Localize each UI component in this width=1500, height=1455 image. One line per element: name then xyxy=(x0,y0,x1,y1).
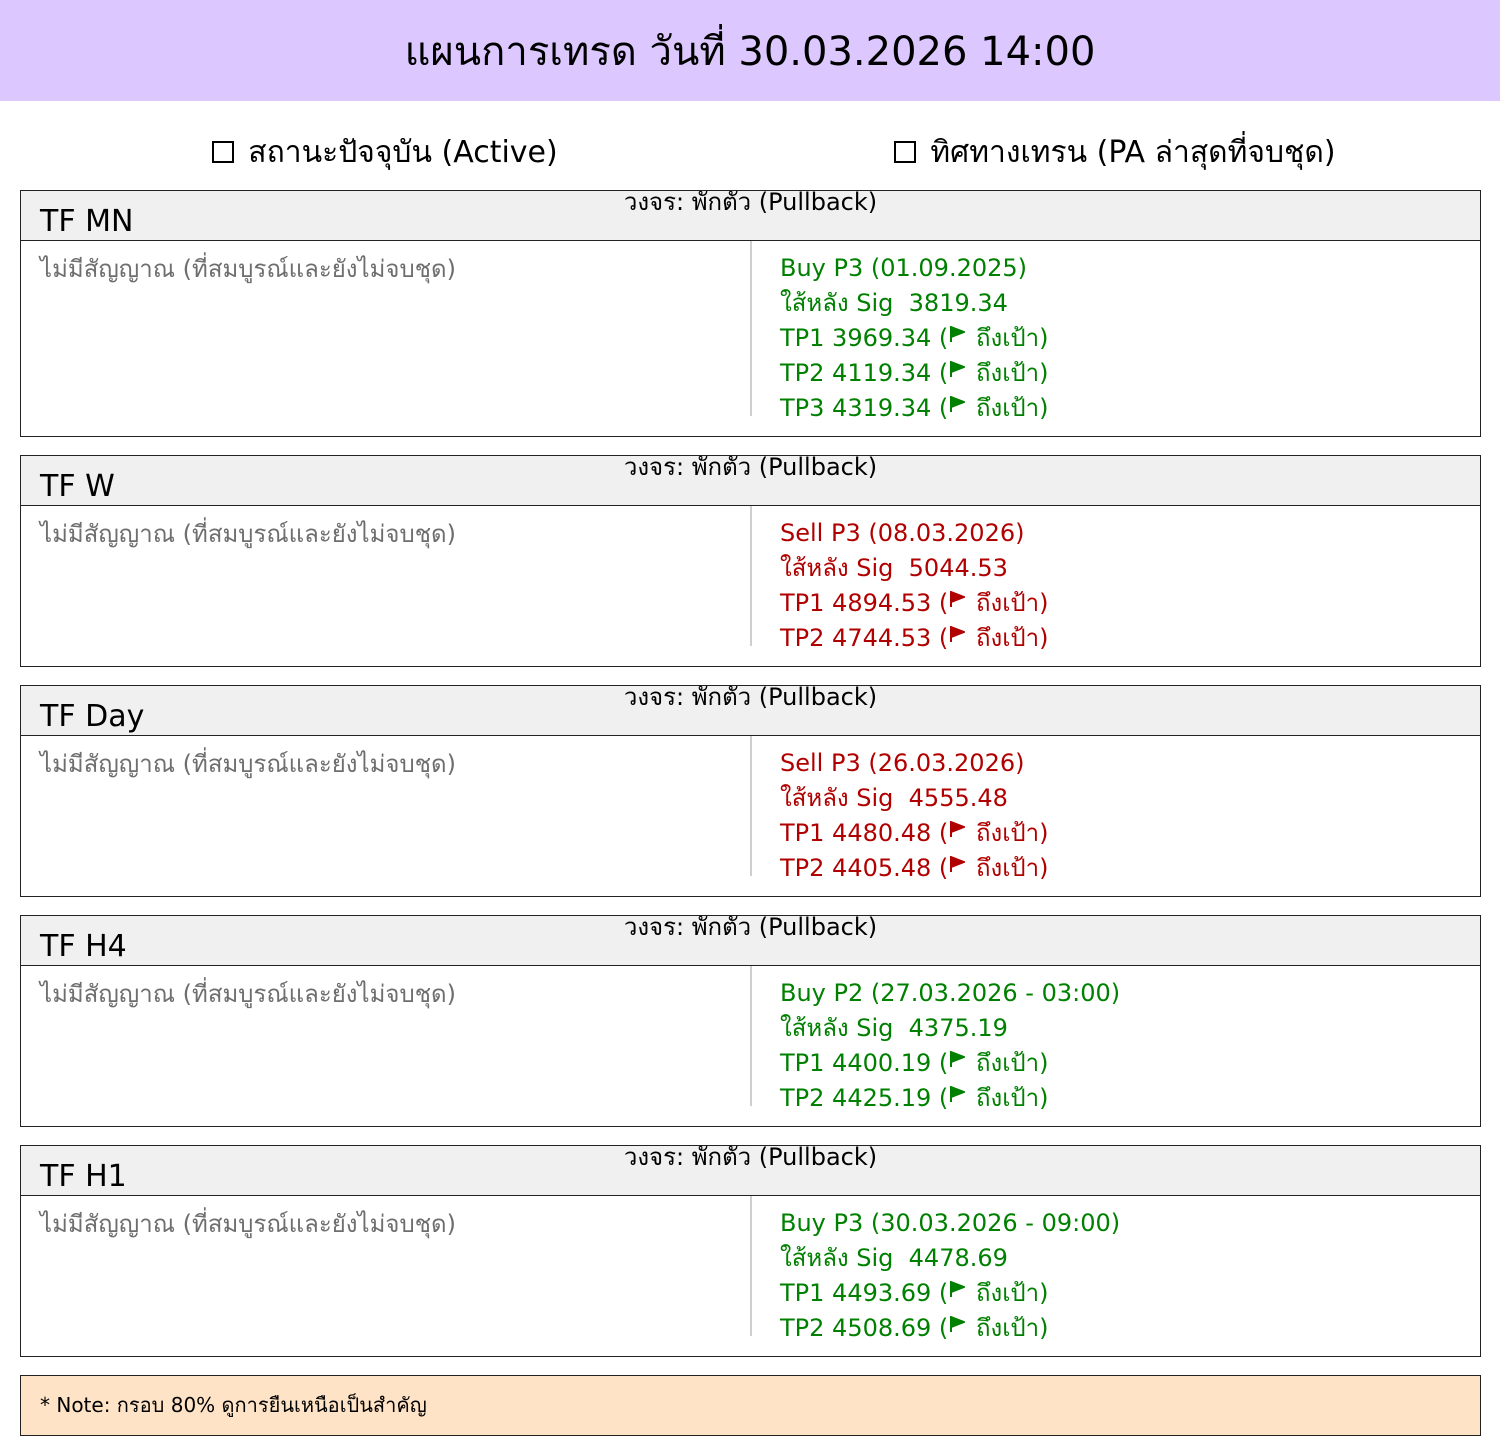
target-value: 4894.53 xyxy=(832,589,932,617)
target-value: 4405.48 xyxy=(832,854,932,882)
cycle-label: วงจร: พักตัว (Pullback) xyxy=(623,913,878,941)
column-divider xyxy=(750,966,752,1106)
target-line: TP1 4493.69 ( ถึงเป้า) xyxy=(780,1279,1049,1307)
active-signal-text: ไม่มีสัญญาณ (ที่สมบูรณ์และยังไม่จบชุด) xyxy=(40,520,456,548)
page-header xyxy=(0,0,1500,101)
sig-line xyxy=(780,551,1048,586)
timeframe-name: TF H4 xyxy=(40,929,127,964)
active-status-checkbox[interactable] xyxy=(212,141,234,163)
timeframe-block xyxy=(20,685,1481,897)
flag-icon xyxy=(949,1051,965,1068)
target-label: TP2 xyxy=(780,1084,825,1112)
sig-label: ใส้หลัง Sig xyxy=(780,1014,894,1042)
target-value: 4425.19 xyxy=(832,1084,932,1112)
column-divider xyxy=(750,1196,752,1336)
target-status: ถึงเป้า xyxy=(975,819,1040,847)
timeframe-body xyxy=(21,966,1480,1126)
timeframe-header xyxy=(21,683,1480,736)
target-label: TP2 xyxy=(780,854,825,882)
target-line: TP2 4405.48 ( ถึงเป้า) xyxy=(780,854,1049,882)
target-value: 4119.34 xyxy=(832,359,932,387)
timeframe-body xyxy=(21,1196,1480,1356)
flag-icon xyxy=(949,1281,965,1298)
target-status: ถึงเป้า xyxy=(975,1049,1040,1077)
target-status: ถึงเป้า xyxy=(975,1314,1040,1342)
target-status: ถึงเป้า xyxy=(975,359,1040,387)
target-status: ถึงเป้า xyxy=(975,324,1040,352)
timeframe-name: TF H1 xyxy=(40,1159,127,1194)
column-divider xyxy=(750,506,752,646)
timeframe-body xyxy=(21,241,1480,436)
target-status: ถึงเป้า xyxy=(975,589,1040,617)
flag-icon xyxy=(949,396,965,413)
signal-title: Sell P3 (08.03.2026) xyxy=(780,519,1025,547)
target-value: 4493.69 xyxy=(832,1279,932,1307)
flag-icon xyxy=(949,326,965,343)
target-line: TP1 4480.48 ( ถึงเป้า) xyxy=(780,819,1049,847)
signal-title: Buy P3 (01.09.2025) xyxy=(780,254,1028,282)
target-label: TP2 xyxy=(780,359,825,387)
target-value: 4480.48 xyxy=(832,819,932,847)
sig-line xyxy=(780,1011,1120,1046)
target-value: 3969.34 xyxy=(832,324,932,352)
page-title: แผนการเทรด วันที่ 30.03.2026 14:00 xyxy=(404,28,1096,75)
sig-value: 5044.53 xyxy=(908,554,1008,582)
cycle-label: วงจร: พักตัว (Pullback) xyxy=(623,1143,878,1171)
trend-direction-label: ทิศทางเทรน (PA ล่าสุดที่จบชุด) xyxy=(930,135,1336,170)
trend-signal xyxy=(780,251,1048,426)
target-status: ถึงเป้า xyxy=(975,854,1040,882)
active-signal-text: ไม่มีสัญญาณ (ที่สมบูรณ์และยังไม่จบชุด) xyxy=(40,750,456,778)
sig-value: 4555.48 xyxy=(908,784,1008,812)
target-line: TP2 4425.19 ( ถึงเป้า) xyxy=(780,1084,1049,1112)
target-label: TP3 xyxy=(780,394,825,422)
active-signal-text: ไม่มีสัญญาณ (ที่สมบูรณ์และยังไม่จบชุด) xyxy=(40,980,456,1008)
target-value: 4319.34 xyxy=(832,394,932,422)
target-value: 4400.19 xyxy=(832,1049,932,1077)
trend-signal xyxy=(780,976,1120,1116)
target-label: TP1 xyxy=(780,1279,825,1307)
cycle-label: วงจร: พักตัว (Pullback) xyxy=(623,683,878,711)
sig-label: ใส้หลัง Sig xyxy=(780,289,894,317)
note-text: * Note: กรอบ 80% ดูการยืนเหนือเป็นสำคัญ xyxy=(40,1393,427,1417)
sig-line xyxy=(780,781,1048,816)
timeframe-block xyxy=(20,1145,1481,1357)
timeframe-body xyxy=(21,736,1480,896)
flag-icon xyxy=(949,626,965,643)
signal-title: Sell P3 (26.03.2026) xyxy=(780,749,1025,777)
timeframe-header xyxy=(21,453,1480,506)
flag-icon xyxy=(949,591,965,608)
timeframe-header xyxy=(21,913,1480,966)
target-line: TP1 4400.19 ( ถึงเป้า) xyxy=(780,1049,1049,1077)
timeframe-header xyxy=(21,188,1480,241)
target-label: TP1 xyxy=(780,324,825,352)
target-value: 4508.69 xyxy=(832,1314,932,1342)
column-divider xyxy=(750,241,752,416)
target-status: ถึงเป้า xyxy=(975,624,1040,652)
trend-signal xyxy=(780,746,1048,886)
target-label: TP1 xyxy=(780,1049,825,1077)
target-line: TP1 4894.53 ( ถึงเป้า) xyxy=(780,589,1049,617)
flag-icon xyxy=(949,821,965,838)
target-label: TP1 xyxy=(780,819,825,847)
active-status-label: สถานะปัจจุบัน (Active) xyxy=(248,135,558,170)
target-line: TP2 4508.69 ( ถึงเป้า) xyxy=(780,1314,1049,1342)
flag-icon xyxy=(949,1316,965,1333)
sig-line xyxy=(780,1241,1120,1276)
cycle-label: วงจร: พักตัว (Pullback) xyxy=(623,453,878,481)
target-line: TP2 4119.34 ( ถึงเป้า) xyxy=(780,359,1049,387)
target-label: TP2 xyxy=(780,1314,825,1342)
target-label: TP2 xyxy=(780,624,825,652)
target-status: ถึงเป้า xyxy=(975,1279,1040,1307)
signal-title: Buy P3 (30.03.2026 - 09:00) xyxy=(780,1209,1121,1237)
target-line: TP2 4744.53 ( ถึงเป้า) xyxy=(780,624,1049,652)
signal-title: Buy P2 (27.03.2026 - 03:00) xyxy=(780,979,1121,1007)
timeframe-name: TF Day xyxy=(40,699,145,734)
timeframe-body xyxy=(21,506,1480,666)
timeframe-header xyxy=(21,1143,1480,1196)
flag-icon xyxy=(949,361,965,378)
active-signal-text: ไม่มีสัญญาณ (ที่สมบูรณ์และยังไม่จบชุด) xyxy=(40,255,456,283)
sig-line xyxy=(780,286,1048,321)
trend-signal xyxy=(780,516,1048,656)
timeframe-block xyxy=(20,915,1481,1127)
active-signal-text: ไม่มีสัญญาณ (ที่สมบูรณ์และยังไม่จบชุด) xyxy=(40,1210,456,1238)
column-divider xyxy=(750,736,752,876)
trend-direction-checkbox[interactable] xyxy=(894,141,916,163)
flag-icon xyxy=(949,856,965,873)
target-status: ถึงเป้า xyxy=(975,394,1040,422)
trend-signal xyxy=(780,1206,1120,1346)
target-status: ถึงเป้า xyxy=(975,1084,1040,1112)
target-value: 4744.53 xyxy=(832,624,932,652)
target-label: TP1 xyxy=(780,589,825,617)
trend-direction-header xyxy=(750,133,1480,173)
active-status-header xyxy=(20,133,750,173)
target-line: TP1 3969.34 ( ถึงเป้า) xyxy=(780,324,1049,352)
timeframe-name: TF W xyxy=(40,469,115,504)
column-headers xyxy=(0,101,1500,190)
sig-value: 4478.69 xyxy=(908,1244,1008,1272)
sig-label: ใส้หลัง Sig xyxy=(780,554,894,582)
sig-value: 3819.34 xyxy=(908,289,1008,317)
sig-value: 4375.19 xyxy=(908,1014,1008,1042)
cycle-label: วงจร: พักตัว (Pullback) xyxy=(623,188,878,216)
timeframe-block xyxy=(20,455,1481,667)
target-line: TP3 4319.34 ( ถึงเป้า) xyxy=(780,394,1049,422)
timeframe-name: TF MN xyxy=(40,204,134,239)
note-box xyxy=(20,1375,1481,1436)
sig-label: ใส้หลัง Sig xyxy=(780,784,894,812)
timeframe-block xyxy=(20,190,1481,437)
sig-label: ใส้หลัง Sig xyxy=(780,1244,894,1272)
flag-icon xyxy=(949,1086,965,1103)
